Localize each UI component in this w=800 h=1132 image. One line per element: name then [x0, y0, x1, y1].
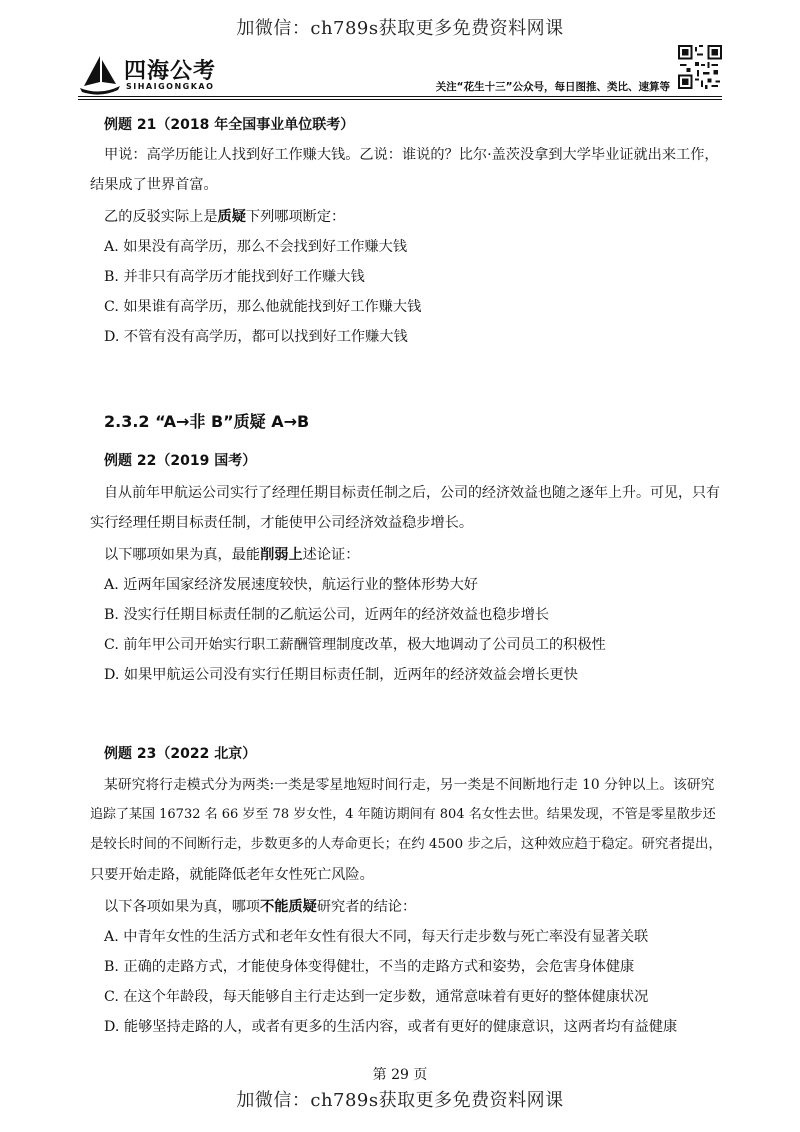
question-22-option-d: D. 如果甲航运公司没有实行任期目标责任制，近两年的经济效益会增长更快	[104, 667, 578, 683]
question-23-stem-line1: 某研究将行走模式分为两类:一类是零星地短时间行走，另一类是不间断地行走 10 分钟以上。该研究	[104, 777, 715, 793]
brand-name: 四海公考	[124, 59, 217, 84]
question-22-title: 例题 22（2019 国考）	[104, 453, 257, 469]
question-21-ask: 乙的反驳实际上是质疑下列哪项断定：	[104, 209, 346, 225]
header-rule	[78, 96, 722, 97]
question-21-stem-line1: 甲说：高学历能让人找到好工作赚大钱。乙说：谁说的？比尔·盖茨没拿到大学毕业证就出来工作，	[104, 147, 719, 163]
question-23-title: 例题 23（2022 北京）	[104, 746, 257, 762]
brand-subtitle: SIHAIGONGKAO	[126, 82, 215, 91]
question-23-ask: 以下各项如果为真，哪项不能质疑研究者的结论：	[104, 899, 417, 915]
watermark-top: 加微信：ch789s获取更多免费资料网课	[236, 18, 564, 39]
watermark-bottom: 加微信：ch789s获取更多免费资料网课	[236, 1090, 564, 1111]
question-21-option-c: C. 如果谁有高学历，那么他就能找到好工作赚大钱	[104, 299, 422, 315]
question-23-stem-line4: 只要开始走路，就能降低老年女性死亡风险。	[90, 867, 374, 883]
question-21-option-b: B. 并非只有高学历才能找到好工作赚大钱	[104, 269, 365, 285]
question-21-option-d: D. 不管有没有高学历，都可以找到好工作赚大钱	[104, 329, 408, 345]
question-21-title: 例题 21（2018 年全国事业单位联考）	[104, 117, 355, 133]
question-23-option-b: B. 正确的走路方式，才能使身体变得健壮，不当的走路方式和姿势，会危害身体健康	[104, 959, 635, 975]
question-22-stem-line1: 自从前年甲航运公司实行了经理任期目标责任制之后，公司的经济效益也随之逐年上升。可见，只有	[104, 485, 720, 501]
header-note: 关注“花生十三”公众号，每日图推、类比、速算等	[435, 81, 670, 93]
question-22-stem-line2: 实行经理任期目标责任制，才能使甲公司经济效益稳步增长。	[90, 515, 474, 531]
page-number: 第 29 页	[372, 1067, 428, 1083]
question-21-stem-line2: 结果成了世界首富。	[90, 177, 218, 193]
question-23-option-c: C. 在这个年龄段，每天能够自主行走达到一定步数，通常意味着有更好的整体健康状况	[104, 989, 649, 1005]
question-22-option-b: B. 没实行任期目标责任制的乙航运公司，近两年的经济效益也稳步增长	[104, 607, 550, 623]
section-heading: 2.3.2 “A→非 B”质疑 A→B	[104, 412, 310, 431]
brand-logo	[78, 52, 238, 96]
question-23-stem-line2: 追踪了某国 16732 名 66 岁至 78 岁女性，4 年随访期间有 804 名女性去世。结果发现，不管是零星散步还	[90, 807, 716, 822]
qr-code-icon	[678, 45, 722, 89]
question-23-option-a: A. 中青年女性的生活方式和老年女性有很大不同，每天行走步数与死亡率没有显著关联	[104, 929, 649, 945]
question-23-stem-line3: 是较长时间的不间断行走，步数更多的人寿命更长；在约 4500 步之后，这种效应趋于稳定。研究者提出，	[90, 837, 722, 852]
question-23-option-d: D. 能够坚持走路的人，或者有更多的生活内容，或者有更好的健康意识，这两者均有益健康	[104, 1019, 678, 1035]
question-22-option-a: A. 近两年国家经济发展速度较快，航运行业的整体形势大好	[104, 577, 478, 593]
question-22-option-c: C. 前年甲公司开始实行职工薪酬管理制度改革，极大地调动了公司员工的积极性	[104, 637, 606, 653]
sail-logo-icon	[78, 52, 122, 96]
question-22-ask: 以下哪项如果为真，最能削弱上述论证：	[104, 547, 360, 563]
header-rule-thin	[78, 99, 722, 100]
question-21-option-a: A. 如果没有高学历，那么不会找到好工作赚大钱	[104, 239, 408, 255]
